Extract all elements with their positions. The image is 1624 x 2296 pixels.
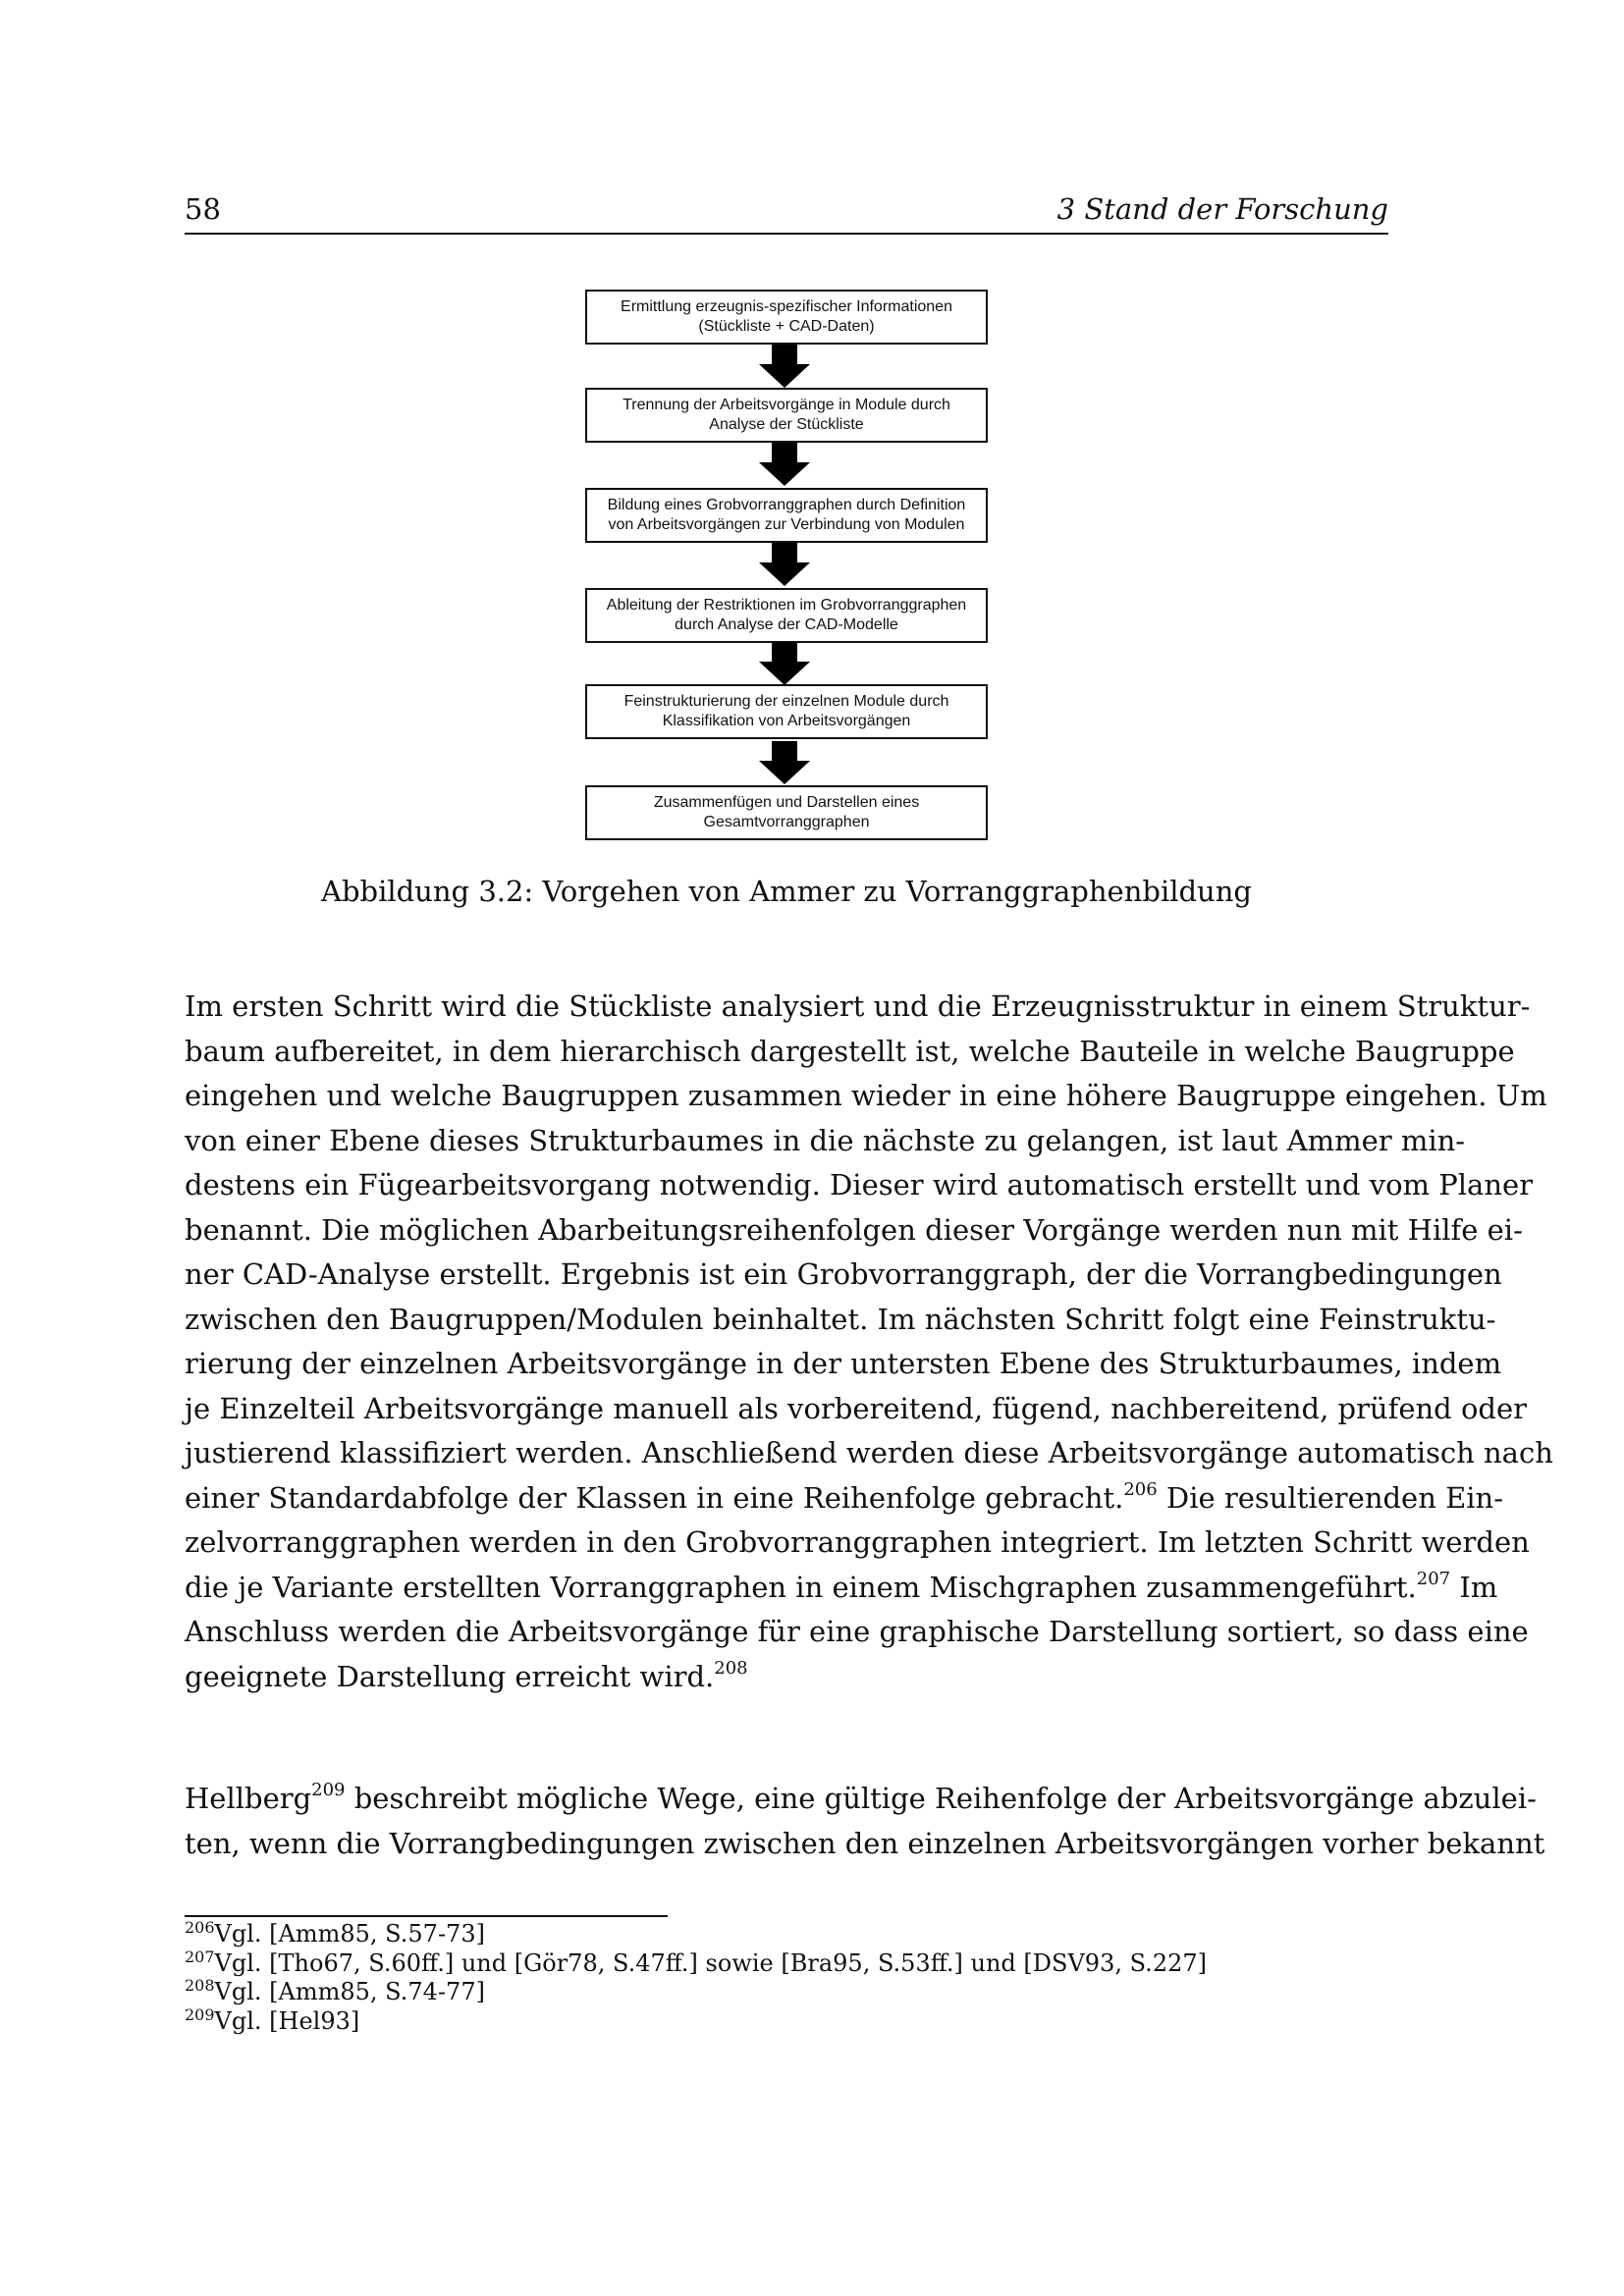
text-line: benannt. Die möglichen Abarbeitungsreihenfolgen dieser Vorgänge werden nun mit Hilfe ei-: [185, 1212, 1523, 1247]
text-line: eingehen und welche Baugruppen zusammen wieder in eine höhere Baugruppe eingehen. Um: [185, 1079, 1547, 1112]
text-line: zwischen den Baugruppen/Modulen beinhaltet. Im nächsten Schritt folgt eine Feinstruktu-: [185, 1302, 1496, 1336]
text-line: rierung der einzelnen Arbeitsvorgänge in der untersten Ebene des Strukturbaumes, indem: [185, 1347, 1502, 1380]
flowchart-figure: [585, 290, 990, 841]
text-line: geeignete Darstellung erreicht wird.$^{208}$: [185, 1657, 748, 1693]
flow-step-5: [585, 684, 988, 739]
paragraph-1: [185, 985, 1553, 1699]
text-line: einer Standardabfolge der Klassen in eine Reihenfolge gebracht.$^{206}$ Die resultierenden Ein-: [185, 1478, 1504, 1515]
text-line: zelvorranggraphen werden in den Grobvorranggraphen integriert. Im letzten Schritt werden: [185, 1525, 1530, 1559]
text-line: Im ersten Schritt wird die Stückliste analysiert und die Erzeugnisstruktur in einem Struktur-: [185, 989, 1531, 1023]
flow-step-text: Bildung eines Grobvorranggraphen durch Definition: [607, 497, 966, 513]
page-number: 58: [185, 192, 221, 226]
flow-step-text: Analyse der Stückliste: [709, 416, 864, 433]
text-line: ner CAD-Analyse erstellt. Ergebnis ist ein Grobvorranggraph, der die Vorrangbedingungen: [185, 1257, 1502, 1291]
text-line: Anschluss werden die Arbeitsvorgänge für eine graphische Darstellung sortiert, so dass eine: [185, 1615, 1529, 1648]
down-arrow-icon: [759, 543, 810, 586]
paragraph-2: [185, 1777, 1545, 1866]
flow-step-4: [585, 588, 988, 643]
flow-step-6: [585, 785, 988, 840]
footnote: $^{209}$Vgl. [Hel93]: [185, 2004, 360, 2035]
flow-step-3: [585, 488, 988, 543]
flow-step-text: Klassifikation von Arbeitsvorgängen: [662, 713, 911, 729]
text-line: justierend klassifiziert werden. Anschließend werden diese Arbeitsvorgänge automatisch nach: [185, 1436, 1553, 1469]
flow-step-text: durch Analyse der CAD-Modelle: [675, 616, 898, 633]
footnote-ref: 208: [714, 1657, 748, 1679]
down-arrow-icon: [759, 443, 810, 486]
flow-step-2: [585, 388, 988, 443]
footnote: $^{206}$Vgl. [Amm85, S.57-73]: [185, 1918, 485, 1948]
text-line: Hellberg$^{209}$ beschreibt mögliche Wege, eine gültige Reihenfolge der Arbeitsvorgänge abzulei-: [185, 1780, 1537, 1815]
flow-step-text: Ableitung der Restriktionen im Grobvorranggraphen: [606, 597, 967, 614]
flow-step-text: (Stückliste + CAD-Daten): [698, 318, 875, 335]
text-line: baum aufbereitet, in dem hierarchisch dargestellt ist, welche Bauteile in welche Baugruppe: [185, 1034, 1515, 1068]
flow-step-text: Ermittlung erzeugnis-spezifischer Informationen: [621, 298, 952, 315]
text-line: ten, wenn die Vorrangbedingungen zwischen den einzelnen Arbeitsvorgängen vorher bekannt: [185, 1826, 1545, 1860]
text-line: destens ein Fügearbeitsvorgang notwendig. Dieser wird automatisch erstellt und vom Planer: [185, 1168, 1534, 1201]
flow-step-1: [585, 290, 988, 345]
flow-step-text: Gesamtvorranggraphen: [703, 814, 870, 830]
footnote-ref: 207: [1416, 1568, 1451, 1589]
header-rule: [185, 233, 1388, 235]
footnote-ref: 209: [311, 1780, 346, 1800]
footnote-ref: 206: [1123, 1478, 1158, 1500]
footnote: $^{208}$Vgl. [Amm85, S.74-77]: [185, 1976, 485, 2005]
text-line: die je Variante erstellten Vorranggraphen in einem Mischgraphen zusammengeführt.$^{207}$ Im: [185, 1568, 1498, 1604]
flow-step-text: Feinstrukturierung der einzelnen Module durch: [623, 693, 949, 710]
text-line: von einer Ebene dieses Strukturbaumes in die nächste zu gelangen, ist laut Ammer min-: [185, 1123, 1466, 1157]
footnote: $^{207}$Vgl. [Tho67, S.60ff.] und [Gör78, S.47ff.] sowie [Bra95, S.53ff.] und [DSV93, S.227]: [185, 1947, 1207, 1977]
text-line: je Einzelteil Arbeitsvorgänge manuell als vorbereitend, fügend, nachbereitend, prüfend oder: [185, 1391, 1528, 1425]
figure-caption: Abbildung 3.2: Vorgehen von Ammer zu Vorranggraphenbildung: [321, 875, 1252, 908]
down-arrow-icon: [759, 741, 810, 784]
chapter-title: 3 Stand der Forschung: [1056, 192, 1388, 226]
footnote-rule: [185, 1915, 668, 1917]
footnotes: [185, 1920, 1388, 2036]
page-header: [185, 192, 1388, 234]
down-arrow-icon: [759, 345, 810, 388]
flow-step-text: Trennung der Arbeitsvorgänge in Module durch: [623, 397, 950, 413]
down-arrow-icon: [759, 642, 810, 685]
flow-step-text: von Arbeitsvorgängen zur Verbindung von Modulen: [608, 516, 965, 533]
flow-step-text: Zusammenfügen und Darstellen eines: [653, 794, 920, 811]
